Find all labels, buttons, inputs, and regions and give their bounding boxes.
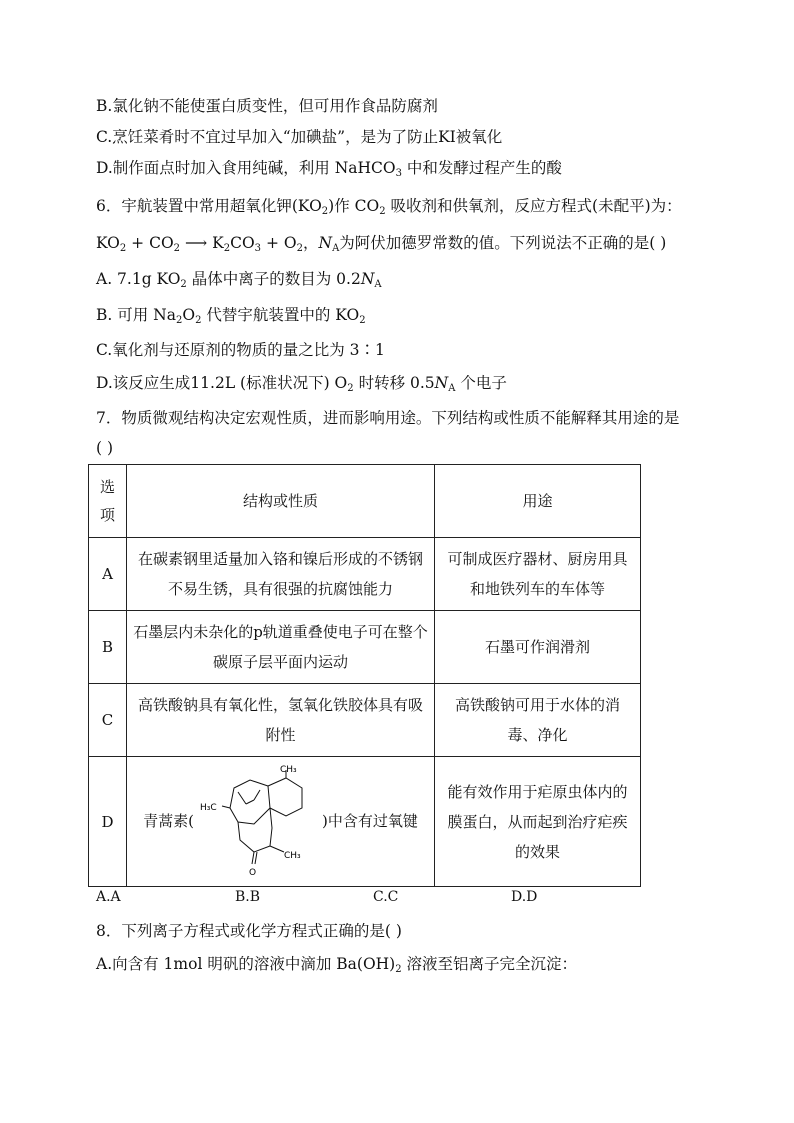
q6-stem: 6．宇航装置中常用超氧化钾$(KO_2)$作 $CO_2$ 吸收剂和供氧剂，反应方程式(未配平)为： [96, 197, 682, 217]
header-use: 用途 [435, 465, 641, 538]
row-d-use: 能有效作用于疟原虫体内的膜蛋白，从而起到治疗疟疾的效果 [435, 757, 641, 887]
table-header-row [89, 465, 641, 538]
row-c-use: 高铁酸钠可用于水体的消毒、净化 [435, 684, 641, 757]
q6-option-d: D.该反应生成11.2L (标准状况下) $O_2$ 时转移 $0.5N_A$ 个电子 [96, 374, 507, 394]
q7-answer-choices [0, 889, 794, 909]
table-row [89, 757, 641, 887]
answer-choice-c[interactable]: C.C [373, 889, 399, 905]
q7-paren: ( ) [96, 439, 114, 457]
row-d-structure: 青蒿素( CH₃ H₃C CH₃ O )中含有过氧键 [127, 757, 435, 887]
row-b-option: B [89, 611, 127, 684]
q5-option-c: C.烹饪菜肴时不宜过早加入“加碘盐”，是为了防止KI被氧化 [96, 128, 503, 146]
q5-option-b: B.氯化钠不能使蛋白质变性，但可用作食品防腐剂 [96, 97, 438, 115]
answer-choice-d[interactable]: D.D [511, 889, 538, 905]
row-b-structure: 石墨层内未杂化的p轨道重叠使电子可在整个碳原子层平面内运动 [127, 611, 435, 684]
q8-stem: 8．下列离子方程式或化学方程式正确的是( ) [96, 922, 402, 940]
header-structure: 结构或性质 [127, 465, 435, 538]
row-a-use: 可制成医疗器材、厨房用具和地铁列车的车体等 [435, 538, 641, 611]
row-c-option: C [89, 684, 127, 757]
table-row [89, 611, 641, 684]
q5-option-d: D.制作面点时加入食用纯碱，利用 NaHCO$_3$ 中和发酵过程产生的酸 [96, 159, 562, 179]
q6-option-b: B. 可用 $Na_2O_2$ 代替宇航装置中的 $KO_2$ [96, 306, 366, 326]
row-d-option: D [89, 757, 127, 887]
artemisinin-structure-image [194, 764, 322, 880]
answer-choice-b[interactable]: B.B [235, 889, 261, 905]
row-a-structure: 在碳素钢里适量加入铬和镍后形成的不锈钢不易生锈，具有很强的抗腐蚀能力 [127, 538, 435, 611]
row-c-structure: 高铁酸钠具有氧化性，氢氧化铁胶体具有吸附性 [127, 684, 435, 757]
row-a-option: A [89, 538, 127, 611]
q7-table [88, 464, 641, 887]
mol-label-ch3-top: CH₃ [280, 764, 297, 775]
q6-option-c: C.氧化剂与还原剂的物质的量之比为 3∶1 [96, 341, 385, 359]
header-option: 选项 [89, 465, 127, 538]
table-row [89, 538, 641, 611]
q8-option-a: A.向含有 1mol 明矾的溶液中滴加 $Ba(OH)_2$ 溶液至铝离子完全沉淀： [96, 955, 578, 975]
mol-label-o-carbonyl: O [249, 867, 257, 878]
row-b-use: 石墨可作润滑剂 [435, 611, 641, 684]
answer-choice-a[interactable]: A.A [96, 889, 121, 905]
q6-option-a: A. 7.1g $KO_2$ 晶体中离子的数目为 $0.2N_A$ [96, 270, 382, 290]
mol-label-h3c: H₃C [200, 802, 217, 813]
q7-stem: 7．物质微观结构决定宏观性质，进而影响用途。下列结构或性质不能解释其用途的是 [96, 409, 680, 427]
table-row [89, 684, 641, 757]
mol-label-ch3-bottom: CH₃ [284, 850, 301, 861]
q6-equation: $KO_2 + CO_2$ ⟶ $K_2CO_3 + O_2$，$N_A$为阿伏加德罗常数的值。下列说法不正确的是( ) [96, 234, 667, 254]
